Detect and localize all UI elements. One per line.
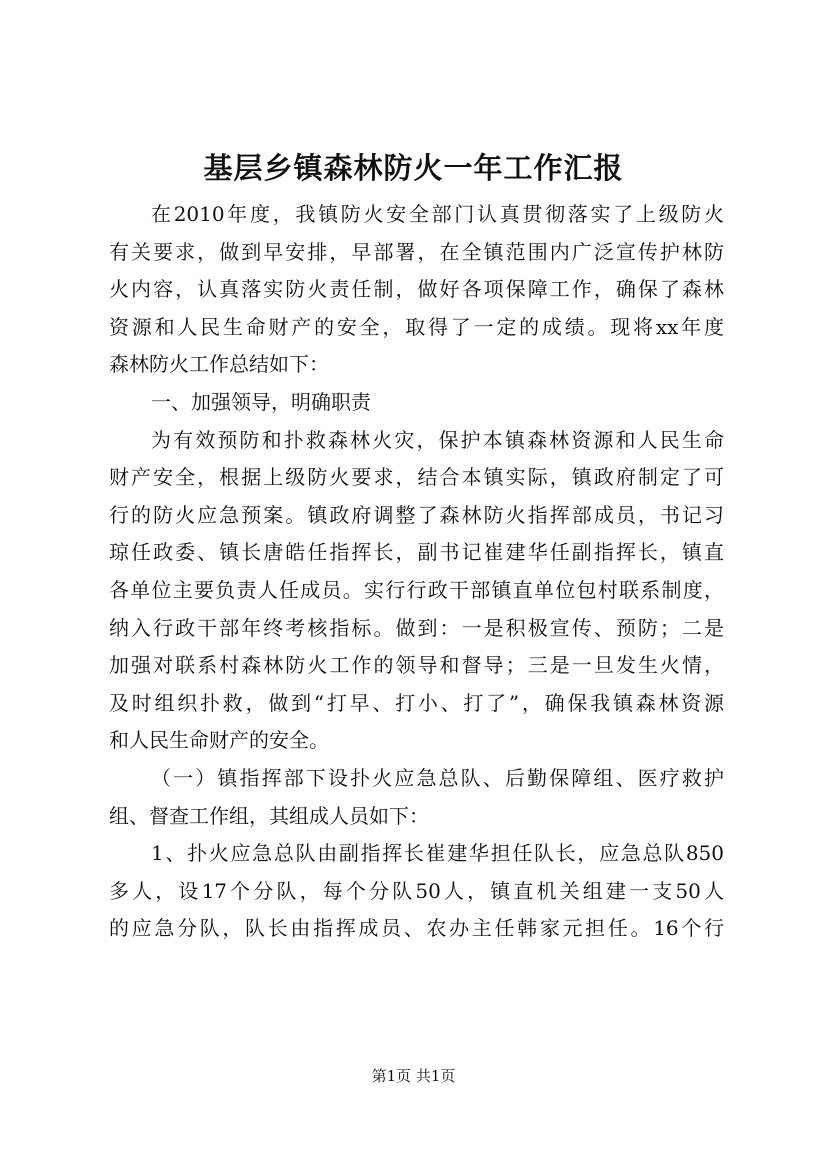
paragraph-line: 火内容，认真落实防火责任制，做好各项保障工作，确保了森林 (109, 277, 724, 302)
paragraph-line: 在2010年度，我镇防火安全部门认真贯彻落实了上级防火 (151, 202, 724, 226)
paragraph-line: 纳入行政干部年终考核指标。做到：一是积极宣传、预防；二是 (109, 615, 724, 640)
paragraph-line: 为有效预防和扑救森林火灾，保护本镇森林资源和人民生命 (151, 427, 724, 452)
paragraph-line: 财产安全，根据上级防火要求，结合本镇实际，镇政府制定了可 (109, 465, 724, 490)
paragraph-line: 加强对联系村森林防火工作的领导和督导；三是一旦发生火情， (109, 653, 724, 678)
paragraph-line: 及时组织扑救，做到“打早、打小、打了”，确保我镇森林资源 (109, 690, 724, 715)
document-body (109, 196, 724, 948)
paragraph-line: 1、扑火应急总队由副指挥长崔建华担任队长，应急总队850 (151, 841, 724, 866)
paragraph-line: 行的防火应急预案。镇政府调整了森林防火指挥部成员，书记习 (109, 502, 724, 527)
paragraph-line: 的应急分队，队长由指挥成员、农办主任韩家元担任。16个行 (109, 916, 724, 941)
section-heading: 一、加强领导，明确职责 (151, 389, 371, 414)
paragraph-line: 组、督查工作组，其组成人员如下： (109, 803, 429, 828)
paragraph-line: （一）镇指挥部下设扑火应急总队、后勤保障组、医疗救护 (151, 765, 724, 790)
paragraph-line: 资源和人民生命财产的安全，取得了一定的成绩。现将xx年度 (109, 314, 724, 339)
paragraph-line: 多人，设17个分队，每个分队50人，镇直机关组建一支50人 (109, 878, 724, 903)
paragraph-line: 各单位主要负责人任成员。实行行政干部镇直单位包村联系制度， (109, 577, 724, 602)
paragraph-line: 有关要求，做到早安排，早部署，在全镇范围内广泛宣传护林防 (109, 239, 724, 264)
paragraph-line: 琼任政委、镇长唐皓任指挥长，副书记崔建华任副指挥长，镇直 (109, 540, 724, 565)
page-footer: 第1页 共1页 (371, 1067, 456, 1085)
paragraph-line: 森林防火工作总结如下： (109, 352, 329, 377)
paragraph-line: 和人民生命财产的安全。 (109, 728, 329, 753)
document-title: 基层乡镇森林防火一年工作汇报 (203, 151, 624, 185)
